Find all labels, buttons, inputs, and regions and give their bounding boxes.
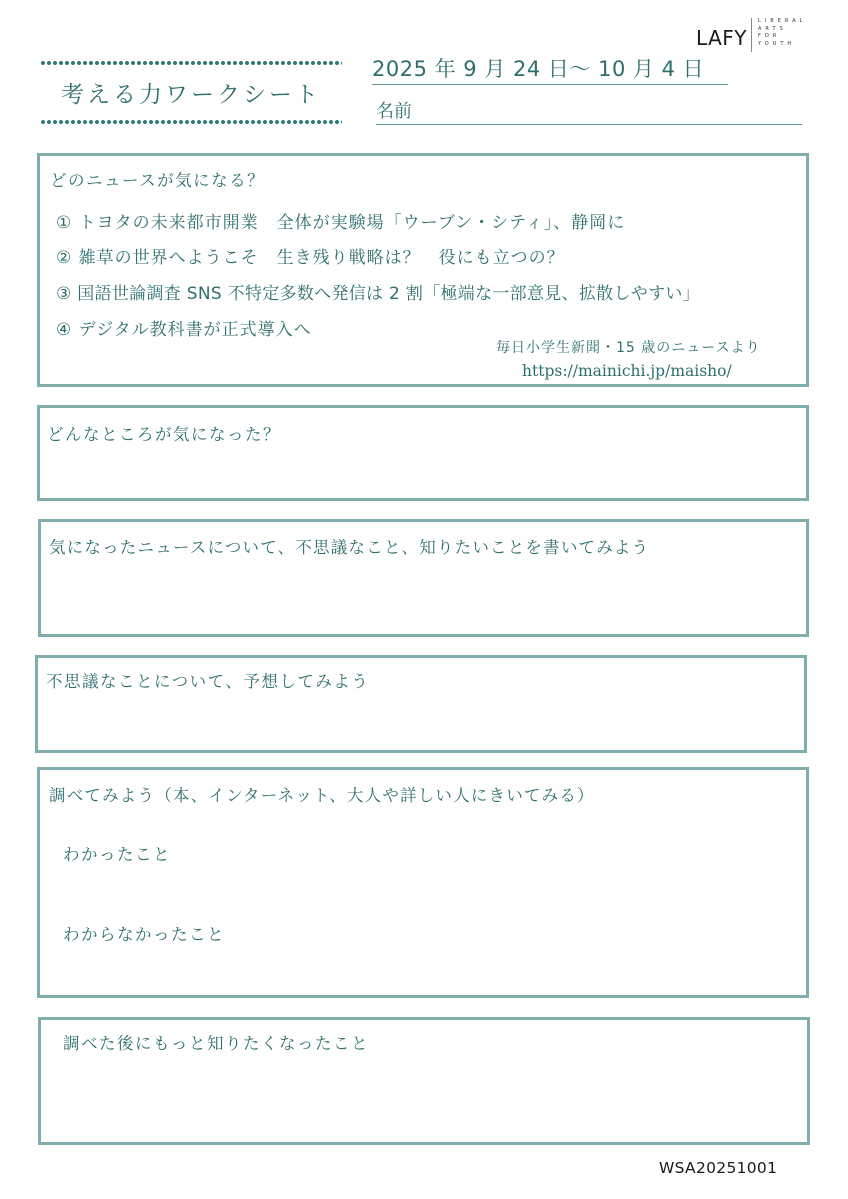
more-prompt: 調べた後にもっと知りたくなったこと bbox=[63, 1034, 369, 1053]
tagline-line: YOUTH bbox=[758, 40, 796, 47]
understood-label: わかったこと bbox=[63, 845, 171, 864]
wonder-prompt: 気になったニュースについて、不思議なこと、知りたいことを書いてみよう bbox=[49, 538, 650, 557]
title-dots-bottom bbox=[40, 119, 342, 125]
news-source: 毎日小学生新聞・15 歳のニュースより bbox=[496, 340, 761, 356]
news-item: ④ デジタル教科書が正式導入へ bbox=[56, 320, 312, 340]
brand-logo: LAFY bbox=[696, 26, 748, 50]
worksheet-title: 考える力ワークシート bbox=[61, 82, 321, 108]
title-dots-top bbox=[40, 60, 342, 66]
wonder-box[interactable] bbox=[38, 519, 809, 637]
brand-tagline bbox=[758, 18, 806, 48]
name-field[interactable]: 名前 bbox=[376, 97, 802, 125]
news-url[interactable]: https://mainichi.jp/maisho/ bbox=[522, 362, 732, 380]
predict-box[interactable] bbox=[35, 655, 807, 753]
worksheet-code: WSA20251001 bbox=[659, 1159, 778, 1177]
more-box[interactable] bbox=[38, 1017, 810, 1145]
news-item: ③ 国語世論調査 SNS 不特定多数へ発信は 2 割「極端な一部意見、拡散しやすい」 bbox=[56, 284, 700, 304]
news-item: ② 雑草の世界へようこそ 生き残り戦略は？ 役にも立つの？ bbox=[56, 248, 565, 268]
tagline-line: ARTS bbox=[758, 25, 787, 32]
date-range: 2025 年 9 月 24 日～ 10 月 4 日 bbox=[372, 53, 728, 85]
interest-question: どんなところが気になった？ bbox=[47, 425, 281, 444]
news-question: どのニュースが気になる？ bbox=[50, 171, 266, 190]
research-prompt: 調べてみよう（本、インターネット、大人や詳しい人にきいてみる） bbox=[49, 786, 595, 805]
logo-divider bbox=[751, 18, 752, 52]
news-item: ① トヨタの未来都市開業 全体が実験場「ウーブン・シティ」、静岡に bbox=[56, 213, 626, 233]
news-box bbox=[37, 153, 809, 387]
predict-prompt: 不思議なことについて、予想してみよう bbox=[46, 672, 370, 691]
research-box[interactable] bbox=[37, 767, 809, 998]
interest-box[interactable] bbox=[37, 405, 809, 501]
tagline-line: LIBERAL bbox=[758, 18, 807, 24]
not-understood-label: わからなかったこと bbox=[63, 925, 225, 944]
tagline-line: FOR bbox=[758, 33, 781, 39]
